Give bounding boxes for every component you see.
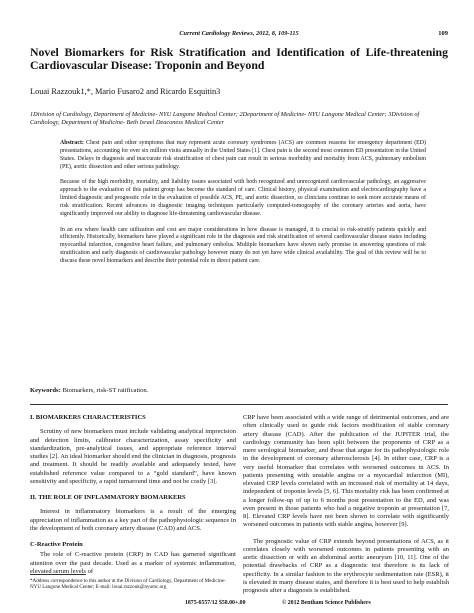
heading-c-reactive-protein: C-Reactive Protein [30,541,83,548]
abstract-paragraph-3: In an era where health care utilization and cost are major considerations in how disease is managed, it is crucial to risk-stratify patients quickly and efficiently. Historically, biomarkers have played a significant role in the diagnosis and risk stratification of several cardiovascular disease states including myocardial infarction, congestive heart failure, and pulmonary embolus. Multiple biomarkers have shown early promise in answering questions of risk stratification and early diagnosis of cardiovascular pathology however many do not yet have wide clinical availability. The goal of this review will be to discuss these novel biomarkers and describe their potential role in direct patient care. [60,226,426,264]
abstract-paragraph-2: Because of the high morbidity, mortality, and liability issues associated with both recognized and unrecognized cardiovascular pathology, an aggressive approach to the evaluation of this patient group has become the standard of care. Clinical history, physical examination and electrocardiography have a limited diagnostic and prognostic role in the evaluation of possible ACS, PE, and aortic dissection, so clinicians continue to seek more accurate means of risk stratification. Recent advances in diagnostic imaging techniques particularly computed-tomography of the coronary arteries and aorta, have significantly improved our ability to diagnose life-threatening cardiovascular disease. [60,179,426,217]
footnote-divider [30,574,86,575]
heading-inflammatory-biomarkers: II. THE ROLE OF INFLAMMATORY BIOMARKERS [30,494,186,501]
correspondence-footnote [30,578,236,591]
paragraph-crp-prognostic: The prognostic value of CRP extends beyond presentations of ACS, as it correlates closely with worsened outcomes in patients presenting with an aortic dissection or with an abdominal aortic aneurysm [10, 11]. One of the potential drawbacks of CRP as a diagnostic test therefore is its lack of specificity. In a similar fashion to the erythrocyte sedimentation rate (ESR), it is elevated in many disease states, and therefore it is best used to help establish prognosis after a diagnosis is established. [243,537,449,594]
abstract-label: Abstract: [60,140,84,146]
paragraph-crp-intro: The role of C-reactive protein (CRP) in CAD has garnered significant attention over the past decade. Used as a marker of systemic inflammation, elevated serum levels of [30,551,236,575]
paragraph-inflammatory-biomarkers: Interest in inflammatory biomarkers is a result of the emerging appreciation of inflammation as a key part of the pathophysiologic sequence in the development of both coronary artery disease (CAD) and ACS. [30,508,236,532]
footnote-text: *Address correspondence to this author at the Division of Cardiology, Department of Medicine- NYU Langone Medical Center; E-mail: louai.razzouk@nyumc.org [30,578,226,591]
abstract-text-1: Chest pain and other symptoms that may represent acute coronary syndromes (ACS) are common reasons for emergency department (ED) presentations, accounting for over six million visits annually in the United States [1]. Chest pain is the second most common ED presentation in the United States. Delays in diagnosis and inaccurate risk stratification of chest pain can result in serious morbidity and mortality from ACS, pulmonary embolism (PE), aortic dissection and other serious pathology. [60,140,426,170]
issn-price: 1875-6557/12 $58.00+.00 [185,600,246,606]
author-list: Louai Razzouk1,*, Mario Fusaro2 and Ricardo Esquitin3 [30,87,221,96]
abstract-paragraph-1 [60,140,426,171]
keywords-text: Biomarkers, risk-ST ratification. [62,387,149,394]
left-column [30,414,236,584]
copyright: © 2012 Bentham Science Publishers [282,600,371,606]
keywords-label: Keywords: [30,387,61,394]
running-header [30,30,448,42]
heading-biomarker-characteristics: I. BIOMARKERS CHARACTERISTICS [30,414,146,421]
article-title: Novel Biomarkers for Risk Stratification and Identification of Life-threatening Cardiovascular Disease: Troponin and Beyond [30,45,448,72]
paragraph-crp-continued: CRP have been associated with a wide range of detrimental outcomes, and are often clinically used to guide risk factors modification of stable coronary artery disease (CAD). After the publication of the JUPITER trial, the cardiology community has been split between the proponents of CRP as a mere serological biomarker, and those that argue for its pathophysiologic role in the development of coronary atherosclerosis [4]. In either case, CRP is a very useful biomarker that correlates with worsened outcomes in ACS. In patients presenting with unstable angina or a myocardial infarction (MI), elevated CRP levels correlated with an increased risk of mortality at 14 days, independent of troponin levels [5, 6]. This mortality risk has been confirmed at a longer follow-up of up to 6 months post presentation to the ED, and was even present in those patients who had a negative troponin at presentation [7, 8]. Elevated CRP levels have not been shown to correlate with significantly worsened outcomes in patients with stable angina, however [9]. [243,414,449,529]
section-divider [30,404,448,405]
keywords [30,387,148,394]
paragraph-biomarker-characteristics: Scrutiny of new biomarkers must include validating analytical imprecision and detection limits, calibrator characterization, assay specificity and standardization, pre-analytical issues, and appropriate reference interval studies [2]. An ideal biomarker should end the clinician in diagnosis, prognosis and treatment. It should be readily available and adequately tested, have established reference value compared to a “gold standard”, have known sensitivity and specificity, a rapid turnaround time and not be costly [3]. [30,428,236,485]
abstract [60,140,426,274]
affiliations: 1Division of Cardiology, Department of Medicine- NYU Langone Medical Center; 2Department of Medicine- NYU Langone Medical Center; 3Division of Cardiology, Department of Medicine- Beth Israel Deaconess Medical Center [30,111,420,127]
journal-citation: Current Cardiology Reviews, 2012, 8, 109-115 [179,30,299,37]
page-footer [30,600,448,610]
right-column [243,414,449,603]
page-number: 109 [438,30,448,37]
